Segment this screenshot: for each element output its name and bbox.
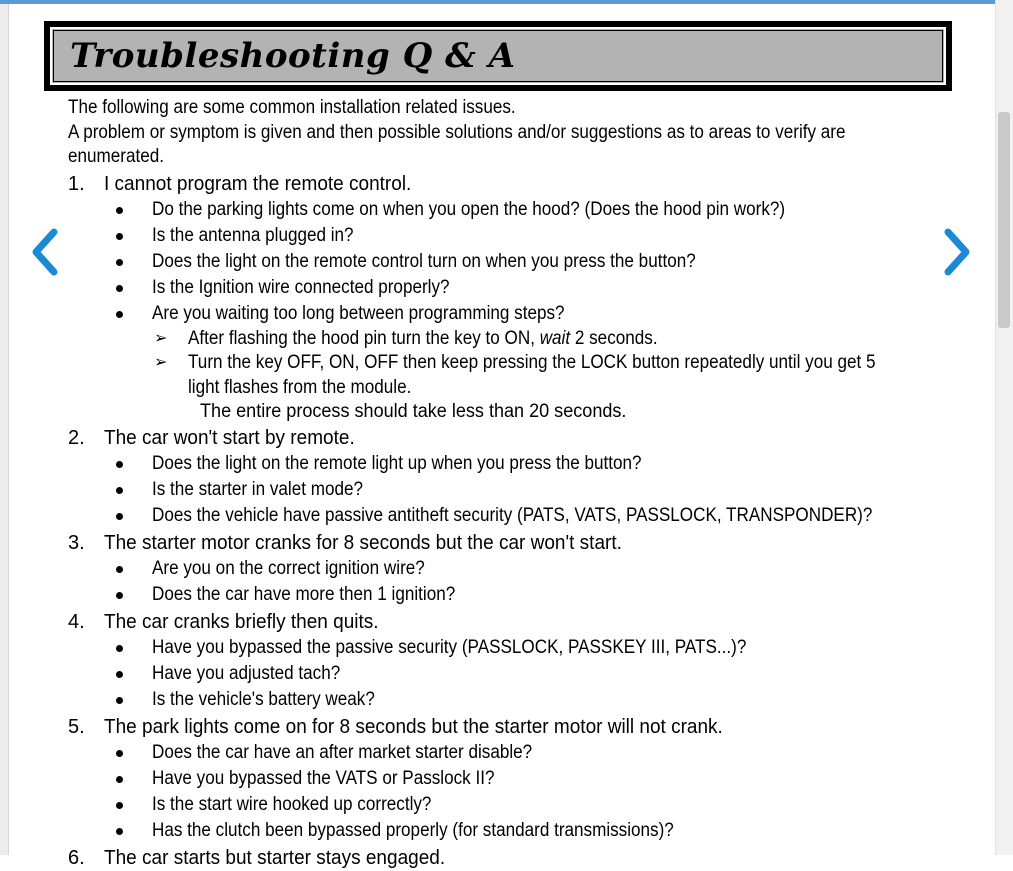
window-top-bar (0, 0, 995, 4)
suggestion-list (68, 451, 948, 529)
bullet-icon (116, 828, 123, 835)
bullet-icon (116, 259, 123, 266)
sub-step-item: ➢ After flashing the hood pin turn the key to ON, wait 2 seconds. (68, 327, 908, 352)
suggestion-list (68, 740, 948, 844)
page-title: Troubleshooting Q & A (70, 36, 516, 76)
question-text: The car won't start by remote. (104, 427, 355, 449)
suggestion-list (68, 197, 948, 327)
title-banner-inner (50, 27, 946, 85)
chevron-left-icon (26, 222, 66, 282)
question-number: 5. (68, 716, 85, 738)
list-item: Is the Ignition wire connected properly? (68, 275, 948, 301)
question-item (68, 171, 948, 197)
list-item: Have you adjusted tach? (68, 661, 948, 687)
list-item: Are you waiting too long between programming steps? (68, 301, 948, 327)
bullet-icon (116, 776, 123, 783)
list-item: Are you on the correct ignition wire? (68, 556, 948, 582)
list-item: Has the clutch been bypassed properly (for standard transmissions)? (68, 818, 948, 844)
arrow-bullet-icon: ➢ (154, 354, 168, 371)
list-item: Is the starter in valet mode? (68, 477, 948, 503)
list-item: Does the light on the remote control turn on when you press the button? (68, 249, 948, 275)
question-item (68, 714, 948, 740)
question-text: The starter motor cranks for 8 seconds but the car won't start. (104, 532, 622, 554)
question-number: 2. (68, 427, 85, 449)
scrollbar-thumb[interactable] (998, 112, 1010, 328)
list-item: Is the antenna plugged in? (68, 223, 948, 249)
bullet-icon (116, 487, 123, 494)
intro-line: A problem or symptom is given and then possible solutions and/or suggestions as to areas to verify are enumerated. (68, 121, 846, 167)
bullet-icon (116, 233, 123, 240)
document-body (68, 96, 948, 871)
question-item (68, 845, 948, 871)
question-text: The car starts but starter stays engaged. (104, 847, 446, 869)
question-text: The car cranks briefly then quits. (104, 611, 379, 633)
list-item: Does the light on the remote light up when you press the button? (68, 451, 948, 477)
scrollbar[interactable] (995, 0, 1013, 855)
bullet-icon (116, 645, 123, 652)
bullet-icon (116, 461, 123, 468)
chevron-right-icon (936, 222, 976, 282)
question-number: 1. (68, 172, 85, 195)
suggestion-list (68, 556, 948, 608)
bullet-icon (116, 750, 123, 757)
bullet-icon (116, 311, 123, 318)
suggestion-list (68, 635, 948, 713)
process-note: The entire process should take less than 20 seconds. (200, 401, 627, 422)
question-number: 6. (68, 847, 85, 869)
bullet-icon (116, 592, 123, 599)
left-edge (0, 4, 9, 855)
bullet-icon (116, 207, 123, 214)
list-item: Have you bypassed the passive security (PASSLOCK, PASSKEY III, PATS...)? (68, 635, 948, 661)
title-banner (44, 21, 952, 91)
sub-step-item: ➢ Turn the key OFF, ON, OFF then keep pressing the LOCK button repeatedly until you get 5 light flashes from the module. (154, 352, 876, 398)
next-page-button[interactable] (936, 222, 976, 282)
list-item: Does the car have more then 1 ignition? (68, 582, 948, 608)
bullet-icon (116, 566, 123, 573)
list-item: Do the parking lights come on when you open the hood? (Does the hood pin work?) (68, 197, 948, 223)
question-item (68, 425, 948, 451)
list-item: Does the car have an after market starter disable? (68, 740, 948, 766)
bullet-icon (116, 671, 123, 678)
intro-line: The following are some common installation related issues. (68, 97, 516, 118)
question-text: The park lights come on for 8 seconds but the starter motor will not crank. (104, 716, 723, 738)
list-item: Have you bypassed the VATS or Passlock II? (68, 766, 948, 792)
question-text: I cannot program the remote control. (104, 172, 412, 195)
sub-step-list (68, 327, 948, 401)
bullet-icon (116, 697, 123, 704)
question-item (68, 530, 948, 556)
question-number: 3. (68, 532, 85, 554)
bullet-icon (116, 802, 123, 809)
list-item: Is the start wire hooked up correctly? (68, 792, 948, 818)
question-item (68, 609, 948, 635)
list-item: Does the vehicle have passive antitheft security (PATS, VATS, PASSLOCK, TRANSPONDER)? (68, 503, 948, 529)
bullet-icon (116, 285, 123, 292)
previous-page-button[interactable] (26, 222, 66, 282)
question-number: 4. (68, 611, 85, 633)
bullet-icon (116, 513, 123, 520)
arrow-bullet-icon: ➢ (154, 329, 168, 347)
list-item: Is the vehicle's battery weak? (68, 687, 948, 713)
